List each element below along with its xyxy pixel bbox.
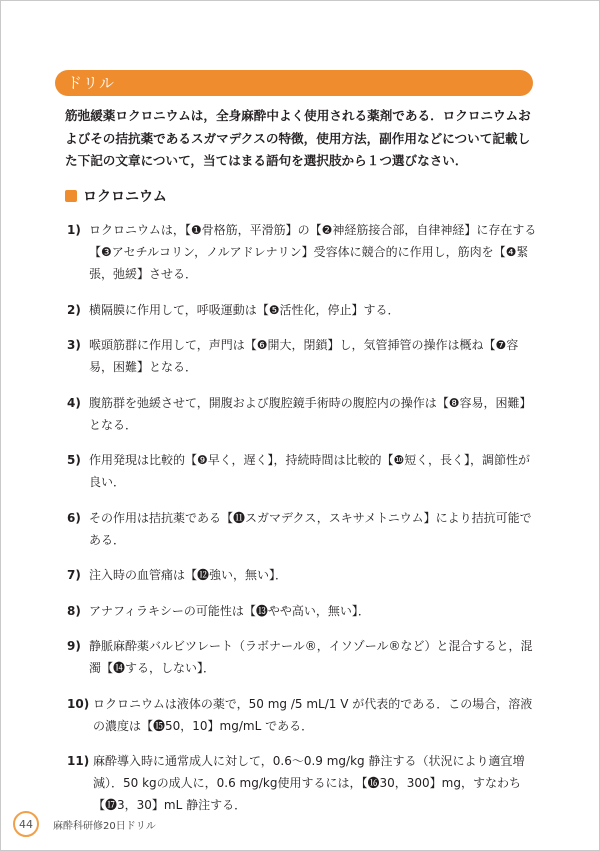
list-item xyxy=(67,600,537,622)
item-number: 10) xyxy=(67,696,90,711)
item-number: 7) xyxy=(67,568,81,582)
list-item xyxy=(67,334,537,378)
list-item xyxy=(67,299,537,321)
item-text: 喉頭筋群に作用して，声門は【❻開大，閉鎖】し，気管挿管の操作は概ね【❼容易，困難】となる． xyxy=(89,338,519,374)
item-text: ロクロニウムは液体の薬で，50 mg /5 mL/1 V が代表的である．この場合，溶液の濃度は【⓯50，10】mg/mL である． xyxy=(93,696,533,733)
list-item xyxy=(67,219,537,285)
subheading-text: ロクロニウム xyxy=(83,189,167,205)
page-footer xyxy=(13,809,156,839)
list-item xyxy=(67,750,537,816)
list-item xyxy=(67,449,537,493)
item-number: 1) xyxy=(67,223,81,237)
page-number-badge: 44 xyxy=(13,811,39,837)
item-text: 横隔膜に作用して，呼吸運動は【❺活性化，停止】する． xyxy=(89,302,400,317)
list-item xyxy=(67,635,537,679)
item-number: 6) xyxy=(67,510,81,525)
item-text: 作用発現は比較的【❾早く，遅く】，持続時間は比較的【❿短く，長く】，調節性が良い． xyxy=(89,453,531,489)
list-item xyxy=(67,564,537,586)
list-item xyxy=(67,507,537,551)
item-number: 8) xyxy=(67,603,81,618)
item-number: 3) xyxy=(67,338,81,352)
item-number: 4) xyxy=(67,395,81,410)
item-text: 静脈麻酔薬バルビツレート（ラボナール®，イソゾール®など）と混合すると，混濁【⓮する，しない】． xyxy=(89,639,533,675)
question-list xyxy=(67,219,537,830)
subheading xyxy=(65,186,167,206)
orange-square-icon xyxy=(65,190,77,202)
section-title-bar: ドリル xyxy=(55,70,533,96)
item-text: ロクロニウムは，【❶骨格筋，平滑筋】の【❷神経筋接合部，自律神経】に存在する【❸アセチルコリン，ノルアドレナリン】受容体に競合的に作用し，筋肉を【❹緊張，弛緩】させる． xyxy=(89,223,537,281)
list-item xyxy=(67,392,537,436)
item-number: 9) xyxy=(67,639,81,653)
item-number: 2) xyxy=(67,302,81,317)
item-text: 腹筋群を弛緩させて，開腹および腹腔鏡手術時の腹腔内の操作は【❽容易，困難】となる． xyxy=(89,395,532,432)
item-number: 11) xyxy=(67,754,90,768)
intro-paragraph: 筋弛緩薬ロクロニウムは，全身麻酔中よく使用される薬剤である．ロクロニウムおよびその拮抗薬であるスガマデクスの特徴，使用方法，副作用などについて記載した下記の文章について，当てはまる語句を選択肢から１つ選びなさい． xyxy=(65,108,531,168)
list-item xyxy=(67,693,537,737)
item-text: その作用は拮抗薬である【⓫スガマデクス，スキサメトニウム】により拮抗可能である． xyxy=(89,510,532,547)
item-text: 麻酔導入時に通常成人に対して，0.6～0.9 mg/kg 静注する（状況により適宜増減）．50 kgの成人に，0.6 mg/kg使用するには，【⓰30，300】mg，すなわち【⓱3，30】mL 静注する． xyxy=(93,754,525,812)
item-text: アナフィラキシーの可能性は【⓭やや高い，無い】． xyxy=(89,603,370,618)
item-text: 注入時の血管痛は【⓬強い，無い】． xyxy=(89,568,288,582)
item-number: 5) xyxy=(67,453,81,467)
book-title: 麻酔科研修20日ドリル xyxy=(53,820,156,832)
